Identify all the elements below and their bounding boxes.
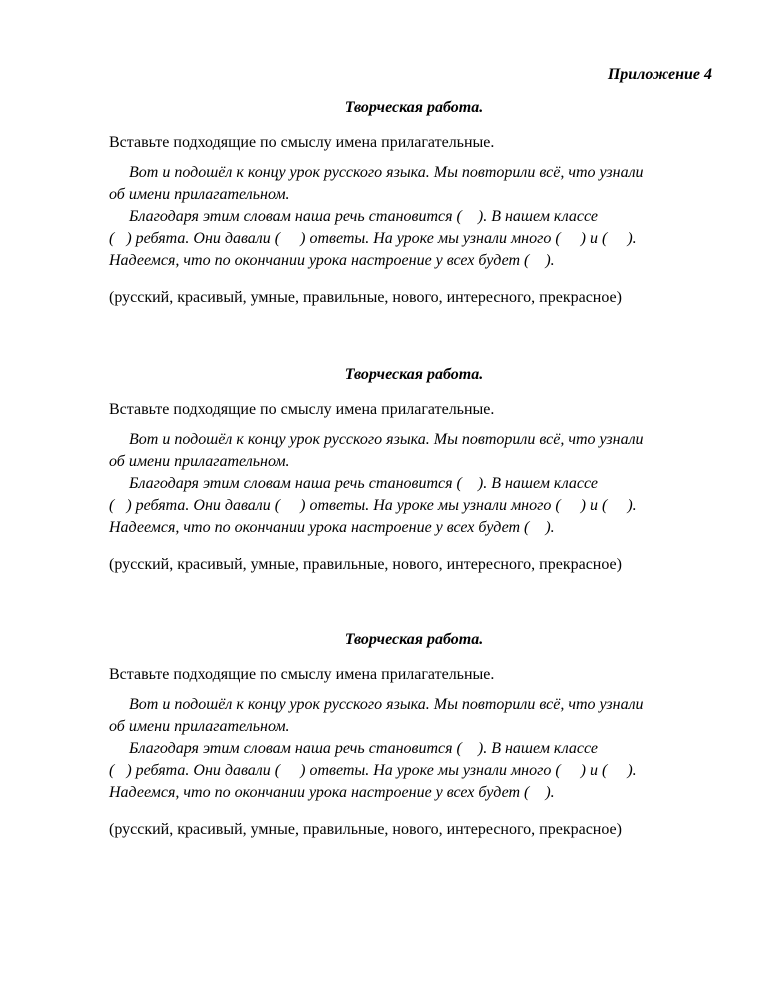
instruction-text: Вставьте подходящие по смыслу имена прилагательные. <box>109 401 495 418</box>
block-title: Творческая работа. <box>344 631 484 648</box>
creative-task-block-2 <box>109 365 719 575</box>
instruction-text: Вставьте подходящие по смыслу имена прилагательные. <box>109 134 495 151</box>
story-line: Благодаря этим словам наша речь становится ( ). В нашем классе <box>129 208 598 225</box>
word-bank: (русский, красивый, умные, правильные, нового, интересного, прекрасное) <box>109 821 622 838</box>
instruction-text: Вставьте подходящие по смыслу имена прилагательные. <box>109 666 495 683</box>
story-line: Вот и подошёл к концу урок русского языка. Мы повторили всё, что узнали <box>129 431 644 448</box>
story-paragraph <box>109 429 719 539</box>
story-line: об имени прилагательном. <box>109 453 290 470</box>
story-line: Вот и подошёл к концу урок русского языка. Мы повторили всё, что узнали <box>129 696 644 713</box>
story-paragraph <box>109 694 719 804</box>
story-line: ( ) ребята. Они давали ( ) ответы. На уроке мы узнали много ( ) и ( ). <box>109 497 637 514</box>
story-line: Благодаря этим словам наша речь становится ( ). В нашем классе <box>129 740 598 757</box>
appendix-label: Приложение 4 <box>607 66 712 83</box>
block-title: Творческая работа. <box>344 366 484 383</box>
story-line: Надеемся, что по окончании урока настроение у всех будет ( ). <box>109 252 555 269</box>
story-line: Вот и подошёл к концу урок русского языка. Мы повторили всё, что узнали <box>129 164 644 181</box>
story-line: об имени прилагательном. <box>109 186 290 203</box>
creative-task-block-1 <box>109 98 719 308</box>
story-line: Благодаря этим словам наша речь становится ( ). В нашем классе <box>129 475 598 492</box>
story-line: Надеемся, что по окончании урока настроение у всех будет ( ). <box>109 784 555 801</box>
story-line: ( ) ребята. Они давали ( ) ответы. На уроке мы узнали много ( ) и ( ). <box>109 762 637 779</box>
word-bank: (русский, красивый, умные, правильные, нового, интересного, прекрасное) <box>109 556 622 573</box>
story-line: ( ) ребята. Они давали ( ) ответы. На уроке мы узнали много ( ) и ( ). <box>109 230 637 247</box>
story-line: Надеемся, что по окончании урока настроение у всех будет ( ). <box>109 519 555 536</box>
story-paragraph <box>109 162 719 272</box>
creative-task-block-3 <box>109 630 719 840</box>
word-bank: (русский, красивый, умные, правильные, нового, интересного, прекрасное) <box>109 289 622 306</box>
block-title: Творческая работа. <box>344 99 484 116</box>
story-line: об имени прилагательном. <box>109 718 290 735</box>
